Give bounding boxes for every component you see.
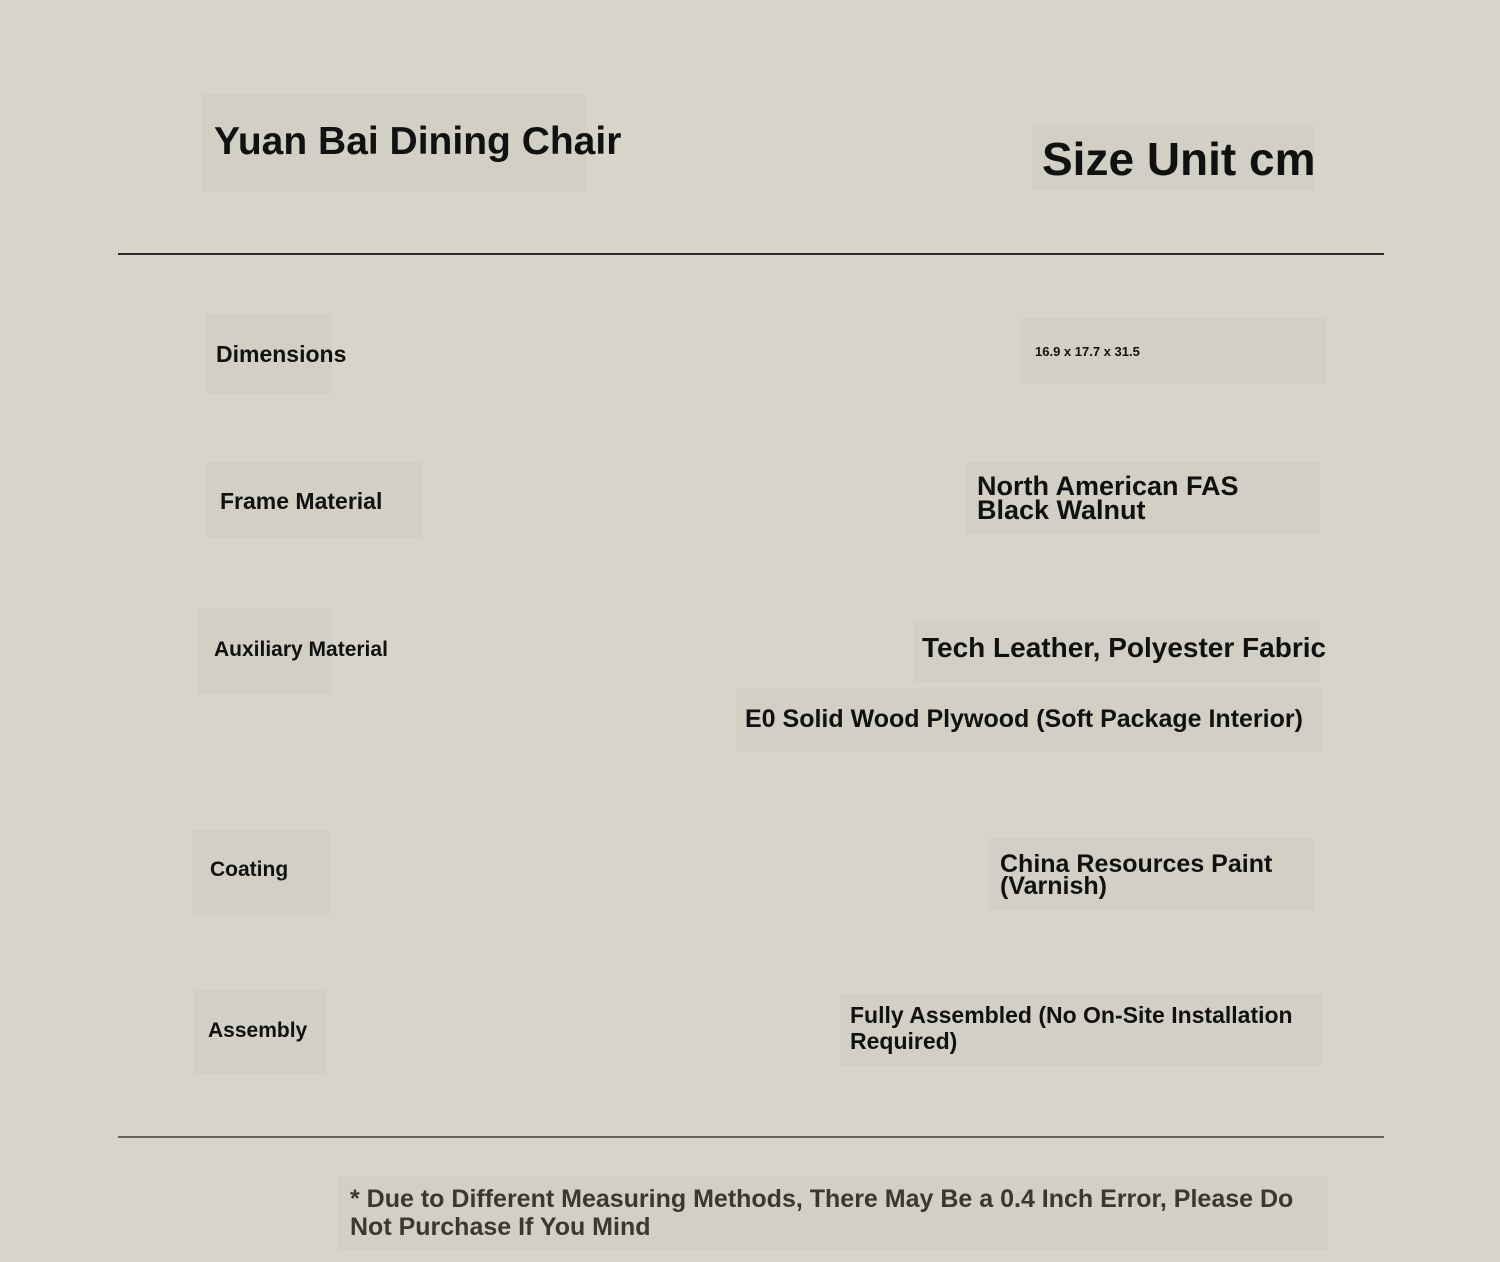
product-title: Yuan Bai Dining Chair — [214, 120, 622, 163]
assembly-value-line-2: Required) — [850, 1028, 958, 1054]
top-divider — [118, 253, 1384, 255]
size-unit-label: Size Unit cm — [1042, 133, 1316, 185]
footer-note-line-2: Not Purchase If You Mind — [350, 1213, 651, 1241]
assembly-value-line-1: Fully Assembled (No On-Site Installation — [850, 1002, 1293, 1028]
frame-material-value-line-1: North American FAS — [977, 471, 1239, 501]
coating-label: Coating — [210, 858, 289, 881]
bottom-divider — [118, 1136, 1384, 1138]
auxiliary-material-value-line-2: E0 Solid Wood Plywood (Soft Package Interior) — [745, 705, 1303, 733]
coating-value-line-1: China Resources Paint — [1000, 850, 1273, 878]
coating-value-line-2: (Varnish) — [1000, 872, 1107, 900]
assembly-label: Assembly — [208, 1019, 308, 1042]
frame-material-label: Frame Material — [220, 488, 383, 514]
dimensions-value: 16.9 x 17.7 x 31.5 — [1035, 344, 1140, 359]
auxiliary-material-label: Auxiliary Material — [214, 638, 388, 661]
auxiliary-material-value-line-1: Tech Leather, Polyester Fabric — [922, 632, 1327, 663]
footer-note-line-1: * Due to Different Measuring Methods, There May Be a 0.4 Inch Error, Please Do — [350, 1185, 1294, 1213]
dimensions-label: Dimensions — [216, 341, 347, 367]
frame-material-value-line-2: Black Walnut — [977, 495, 1146, 525]
